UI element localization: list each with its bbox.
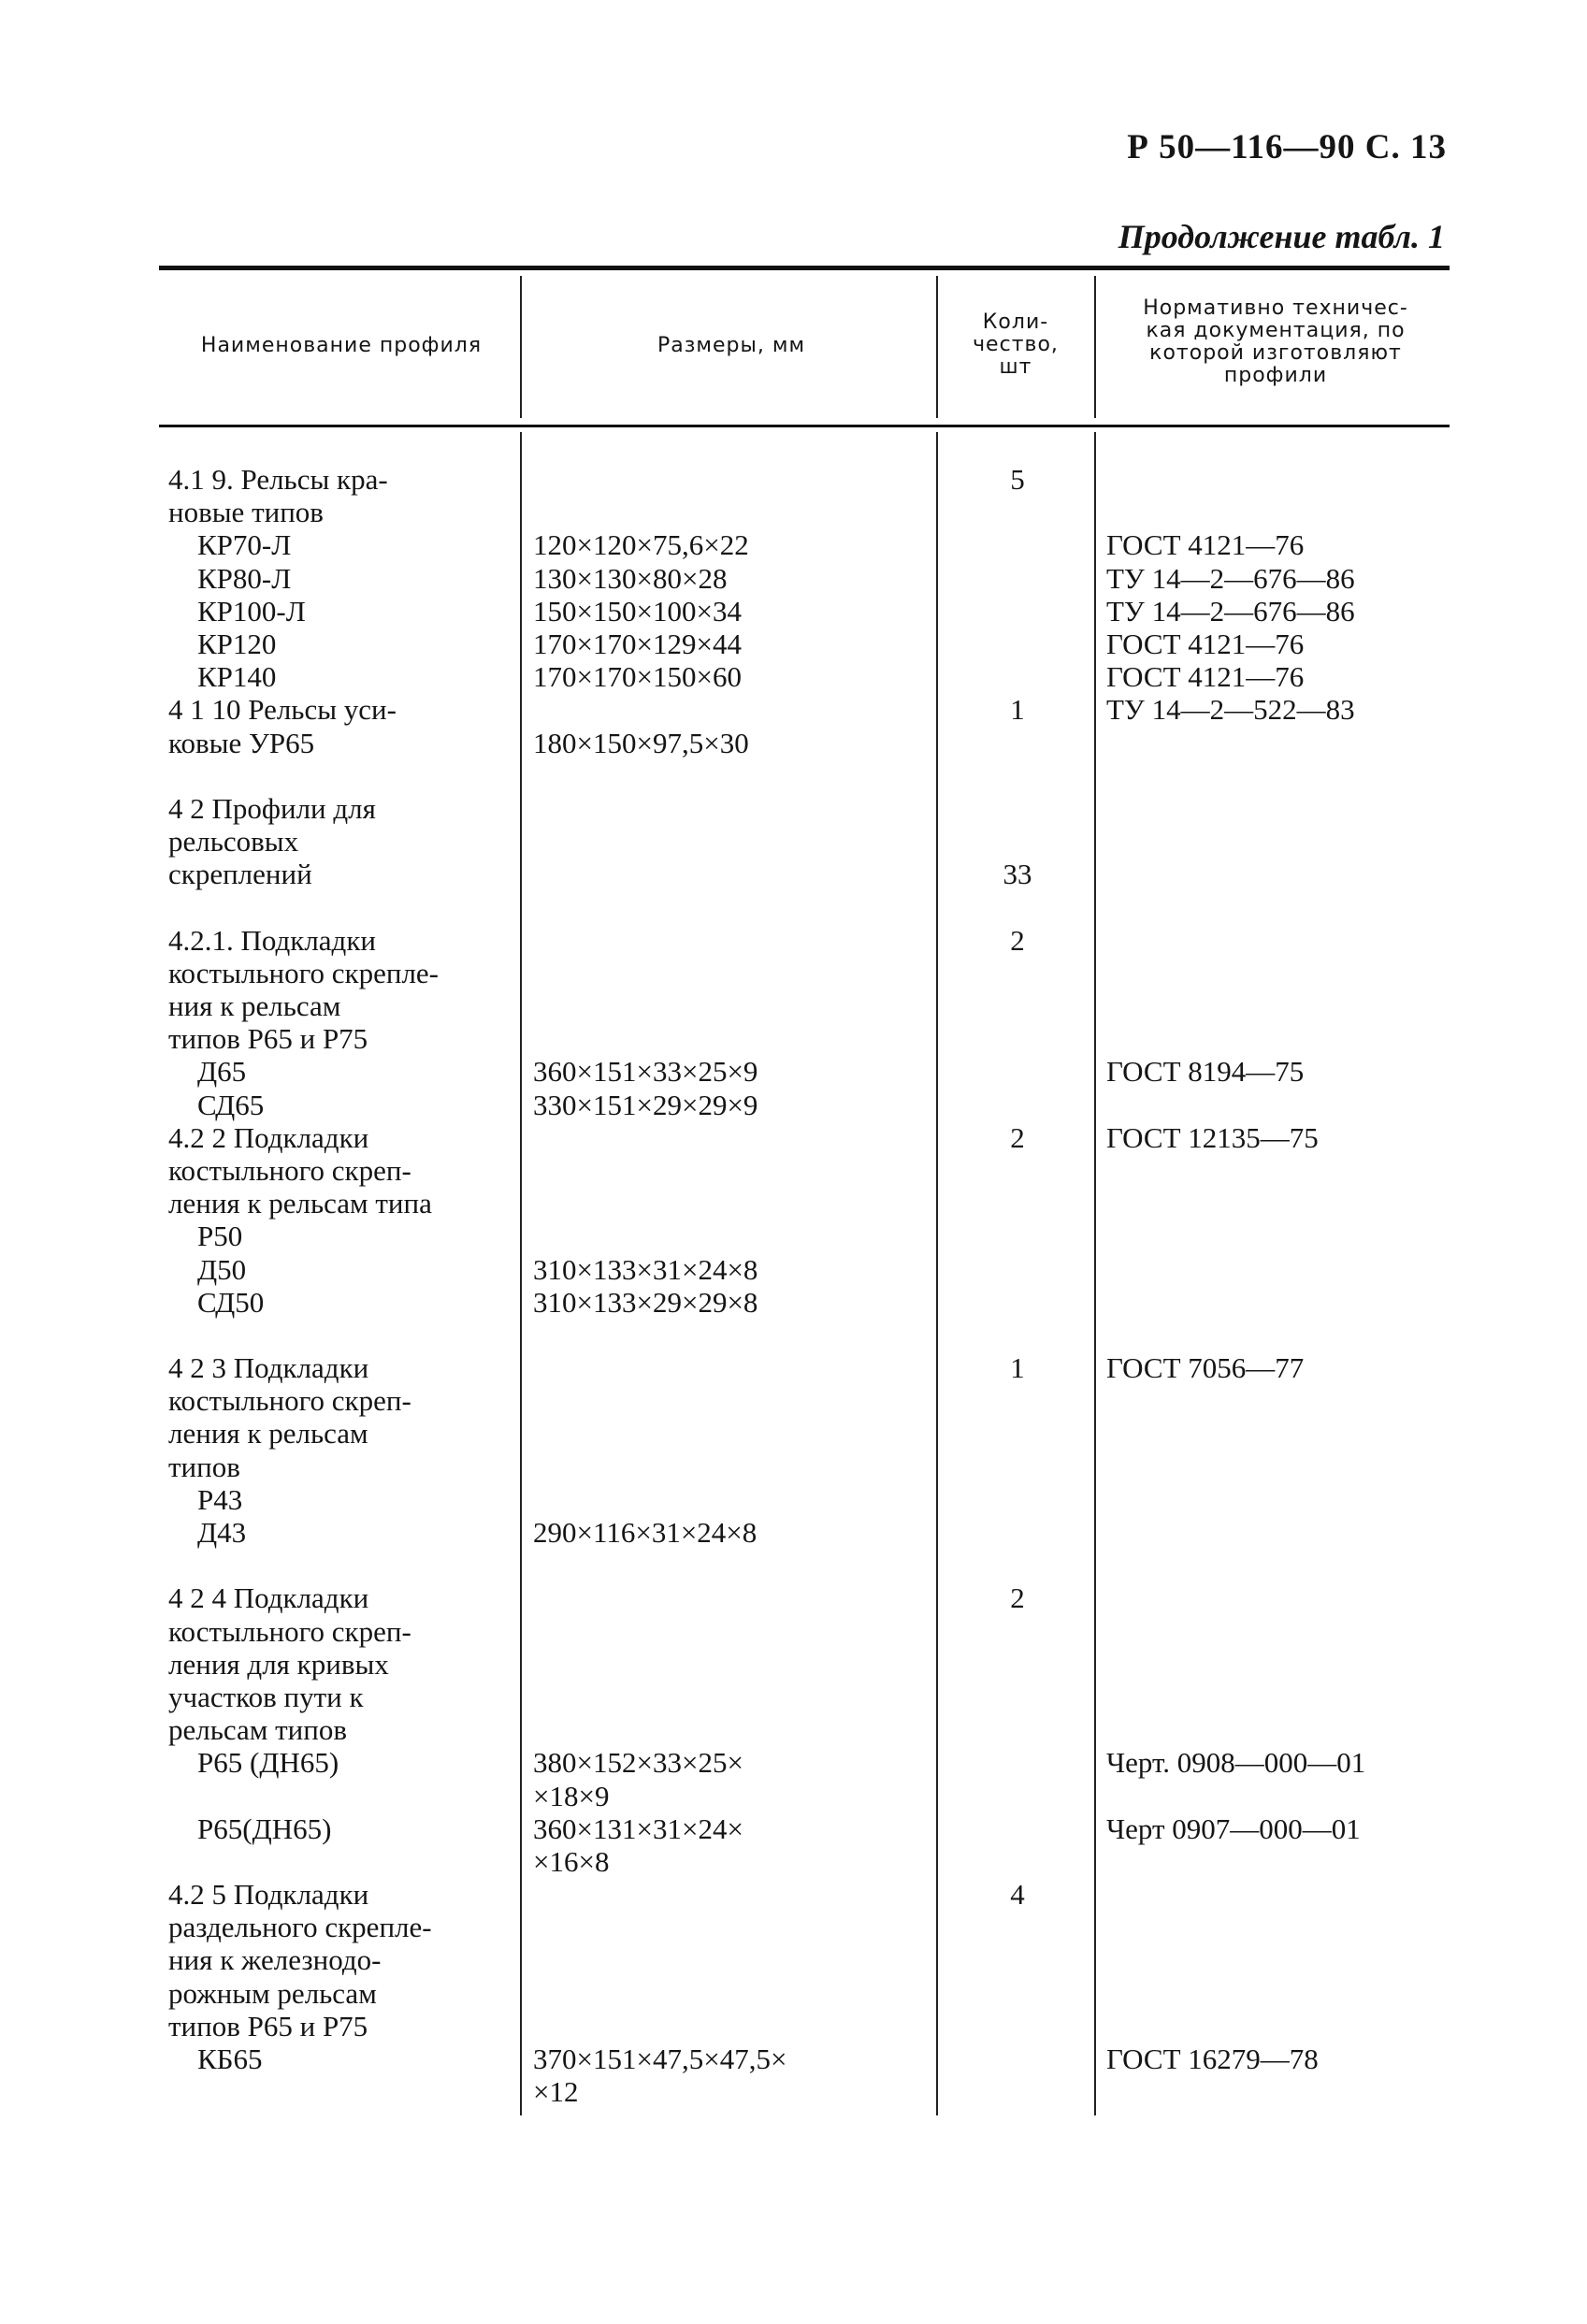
table-row [0,1022,1587,1055]
table-row [0,660,1587,693]
cell-profile-name: 4 2 Профили для [168,791,376,825]
table-row [0,1615,1587,1648]
table-row [0,858,1587,890]
cell-profile-name: СД65 [168,1088,265,1121]
cell-document: ГОСТ 16279—78 [1106,2043,1319,2075]
table-row [0,1878,1587,1911]
cell-quantity: 2 [1010,923,1025,957]
cell-quantity: 1 [1010,693,1025,727]
cell-document: ТУ 14—2—522—83 [1106,693,1355,727]
table-row [0,1812,1587,1845]
table-row [0,1943,1587,1976]
cell-profile-name: рельсам типов [168,1713,347,1747]
table-row [0,693,1587,726]
cell-profile-name: типов Р65 и Р75 [168,2009,368,2043]
cell-dimensions: 170×170×150×60 [533,660,742,694]
table-row [0,2010,1587,2043]
table-row [0,1451,1587,1483]
table-row [0,628,1587,660]
column-header-name: Наименование профиля [200,334,483,357]
table-row [0,1286,1587,1319]
cell-document: ТУ 14—2—676—86 [1106,594,1355,628]
cell-dimensions: 370×151×47,5×47,5× [533,2043,787,2075]
cell-profile-name: КР70-Л [168,528,292,562]
cell-profile-name: участков пути к [168,1680,364,1713]
table-header-rule [159,425,1450,427]
cell-document: ГОСТ 12135—75 [1106,1120,1319,1154]
cell-profile-name: раздельного скрепле- [168,1911,432,1944]
table-continuation-label: Продолжение табл. 1 [1118,218,1445,255]
column-header-doc: Нормативно техничес- кая документация, по которой изготовляют профили [1143,296,1408,387]
cell-dimensions: 310×133×31×24×8 [533,1252,758,1286]
page-header-code: Р 50—116—90 С. 13 [1127,128,1447,166]
cell-profile-name: 4 2 4 Подкладки [168,1581,369,1615]
cell-quantity: 33 [1003,858,1032,891]
column-header-qty: Коли- чество, шт [973,310,1059,379]
table-row-spacer [0,890,1587,923]
cell-profile-name: ковые УР65 [168,726,315,759]
cell-quantity: 1 [1010,1351,1025,1385]
cell-profile-name: новые типов [168,496,324,529]
table-row [0,1713,1587,1746]
table-row [0,1351,1587,1384]
table-body [0,463,1587,2108]
cell-profile-name: Д43 [168,1516,247,1549]
table-row [0,1121,1587,1154]
table-row [0,1187,1587,1220]
cell-dimensions: 380×152×33×25× [533,1746,743,1780]
table-row [0,1483,1587,1516]
table-row [0,1977,1587,2010]
table-row-spacer [0,1549,1587,1581]
cell-profile-name: КБ65 [168,2043,263,2075]
cell-dimensions: 310×133×29×29×8 [533,1285,758,1319]
cell-dimensions: ×12 [533,2075,579,2109]
cell-dimensions: 290×116×31×24×8 [533,1516,757,1549]
cell-dimensions: 120×120×75,6×22 [533,528,749,562]
cell-profile-name: рожным рельсам [168,1976,377,2010]
table-row [0,1417,1587,1450]
cell-quantity: 5 [1010,463,1025,496]
cell-dimensions: 130×130×80×28 [533,561,728,595]
cell-profile-name: 4 1 10 Рельсы уси- [168,693,397,727]
cell-quantity: 2 [1010,1120,1025,1154]
cell-profile-name: ления к рельсам типа [168,1187,432,1220]
cell-document: ГОСТ 4121—76 [1106,528,1305,562]
table-row [0,1581,1587,1614]
cell-document: ГОСТ 7056—77 [1106,1351,1305,1385]
cell-dimensions: 360×151×33×25×9 [533,1055,758,1089]
table-top-rule [159,266,1450,270]
cell-profile-name: ния к железнодо- [168,1943,382,1977]
cell-profile-name: ления к рельсам [168,1417,368,1451]
table-row [0,1648,1587,1681]
table-row [0,1911,1587,1943]
cell-profile-name: СД50 [168,1285,265,1319]
cell-dimensions: 150×150×100×34 [533,594,742,628]
cell-profile-name: Д50 [168,1252,247,1286]
table-row [0,463,1587,496]
table-row [0,792,1587,825]
table-row [0,528,1587,561]
table-row [0,989,1587,1022]
cell-document: ГОСТ 4121—76 [1106,627,1305,660]
cell-profile-name: КР120 [168,627,277,660]
cell-profile-name: 4.2 5 Подкладки [168,1878,369,1912]
table-row [0,1780,1587,1812]
cell-profile-name: Р50 [168,1220,243,1253]
cell-document: Черт. 0908—000—01 [1106,1746,1366,1780]
table-row [0,1253,1587,1286]
cell-profile-name: 4 2 3 Подкладки [168,1351,369,1385]
table-row [0,1154,1587,1187]
cell-document: ГОСТ 4121—76 [1106,660,1305,694]
table-row [0,727,1587,759]
column-divider-3 [1094,276,1096,418]
table-row [0,562,1587,595]
cell-quantity: 4 [1010,1878,1025,1912]
cell-profile-name: ния к рельсам [168,989,341,1022]
cell-profile-name: 4.1 9. Рельсы кра- [168,463,388,496]
table-row-spacer [0,1319,1587,1351]
cell-document: ТУ 14—2—676—86 [1106,561,1355,595]
table-row [0,1384,1587,1417]
cell-dimensions: ×18×9 [533,1779,610,1812]
cell-profile-name: скреплений [168,858,312,891]
column-header-size: Размеры, мм [656,334,806,357]
cell-dimensions: 180×150×97,5×30 [533,726,749,759]
cell-dimensions: 330×151×29×29×9 [533,1088,758,1121]
cell-profile-name: Д65 [168,1055,247,1089]
cell-profile-name: КР140 [168,660,277,694]
table-row [0,1681,1587,1713]
cell-profile-name: типов Р65 и Р75 [168,1022,368,1056]
cell-profile-name: Р43 [168,1482,243,1516]
table-row [0,1089,1587,1121]
table-row [0,2075,1587,2108]
cell-profile-name: ления для кривых [168,1647,389,1681]
table-row [0,1516,1587,1549]
table-row [0,1845,1587,1878]
cell-document: Черт 0907—000—01 [1106,1812,1361,1845]
cell-dimensions: ×16×8 [533,1844,610,1878]
cell-dimensions: 360×131×31×24× [533,1812,743,1845]
cell-profile-name: рельсовых [168,825,299,859]
cell-profile-name: типов [168,1450,240,1483]
table-row [0,825,1587,858]
cell-document: ГОСТ 8194—75 [1106,1055,1305,1089]
table-row [0,595,1587,628]
cell-profile-name: костыльного скреп- [168,1384,411,1418]
cell-profile-name: костыльного скрепле- [168,956,440,989]
table-row [0,957,1587,989]
table-row [0,2043,1587,2075]
cell-dimensions: 170×170×129×44 [533,627,742,660]
table-row [0,924,1587,957]
cell-profile-name: костыльного скреп- [168,1614,411,1648]
cell-profile-name: 4.2.1. Подкладки [168,923,376,957]
cell-profile-name: КР100-Л [168,594,306,628]
table-row [0,1055,1587,1088]
cell-profile-name: 4.2 2 Подкладки [168,1120,369,1154]
cell-profile-name: Р65(ДН65) [168,1812,332,1845]
table-row [0,496,1587,528]
cell-profile-name: костыльного скреп- [168,1153,411,1187]
table-row-spacer [0,759,1587,792]
table-row [0,1746,1587,1779]
cell-profile-name: КР80-Л [168,561,292,595]
cell-profile-name: Р65 (ДН65) [168,1746,339,1780]
cell-quantity: 2 [1010,1581,1025,1615]
table-row [0,1220,1587,1252]
